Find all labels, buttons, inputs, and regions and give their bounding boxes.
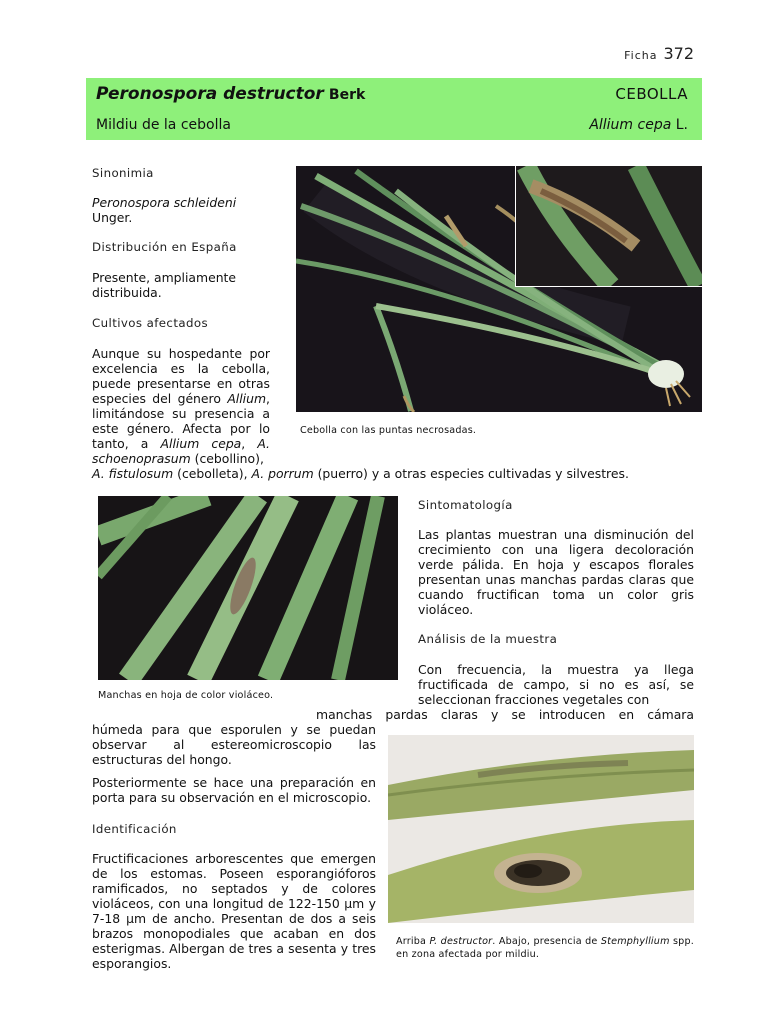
species-title — [96, 84, 365, 104]
crop-name: CEBOLLA — [615, 85, 688, 103]
distribucion-heading: Distribución en España — [92, 240, 237, 254]
ficha-value: 372 — [663, 44, 694, 63]
figure3-caption: Arriba P. destructor. Abajo, presencia de Stemphyllium spp. en zona afectada por mildiu. — [396, 936, 694, 960]
leaf-spots-image — [98, 496, 398, 680]
ficha-number — [624, 44, 694, 63]
ficha-label: Ficha — [624, 49, 658, 62]
onion-inset-photo — [515, 166, 702, 287]
host-species: Allium cepa — [589, 117, 672, 133]
disease-name: Mildiu de la cebolla — [96, 117, 231, 133]
host-author: L. — [675, 117, 688, 133]
analisis-heading: Análisis de la muestra — [418, 632, 558, 646]
host-name — [589, 117, 688, 133]
leaf-closeup-image — [388, 735, 694, 923]
leaf-spots-photo — [98, 496, 398, 680]
sinonimia-text — [92, 195, 272, 225]
analisis-text-left: húmeda para que esporulen y se puedan observar al estereomicroscopio las estructuras del hongo. — [92, 722, 376, 767]
synonym-author: Unger. — [92, 210, 133, 225]
onion-inset-image — [516, 166, 702, 286]
title-banner — [86, 78, 702, 140]
cultivos-heading: Cultivos afectados — [92, 316, 209, 330]
identificacion-text: Fructificaciones arborescentes que emergen de los estomas. Poseen esporangióforos ramificados, no septados y de colores violáceos, con una longitud de 122-150 µm y 7-18 µm de ancho. Presentan de dos a seis brazos monopodiales que acaban en dos esterigmas. Albergan de tres a sesenta y tres esporangios. — [92, 851, 376, 971]
analisis-text-wide: manchas pardas claras y se introducen en cámara — [316, 707, 694, 722]
analisis-text-p2: Posteriormente se hace una preparación en porta para su observación en el microscopio. — [92, 775, 376, 805]
sintomatologia-text: Las plantas muestran una disminución del crecimiento con una ligera decoloración verde pálida. En hoja y escapos florales presentan unas manchas pardas claras que cuando fructifican toma un color gris violáceo. — [418, 527, 694, 617]
species-name: Peronospora destructor — [96, 84, 324, 104]
identificacion-heading: Identificación — [92, 822, 177, 836]
onion-plant-photo — [296, 166, 702, 412]
cultivos-text-narrow: Aunque su hospedante por excelencia es la cebolla, puede presentarse en otras especies del género Allium, limitándose su presencia a este género. Afecta por lo tanto, a Allium cepa, A. schoenoprasum (cebollino), — [92, 346, 270, 466]
leaf-closeup-photo — [388, 735, 694, 923]
sintomatologia-heading: Sintomatología — [418, 498, 513, 512]
sinonimia-heading: Sinonimia — [92, 166, 154, 180]
synonym-name: Peronospora schleideni — [92, 195, 237, 210]
figure2-caption: Manchas en hoja de color violáceo. — [98, 690, 274, 701]
distribucion-text: Presente, ampliamente distribuida. — [92, 270, 237, 300]
cultivos-text-wide: A. fistulosum (cebolleta), A. porrum (puerro) y a otras especies cultivadas y silvestres. — [92, 466, 629, 481]
species-author: Berk — [328, 87, 366, 103]
analisis-text-right: Con frecuencia, la muestra ya llega fructificada de campo, si no es así, se seleccionan fracciones vegetales con — [418, 662, 694, 707]
figure1-caption: Cebolla con las puntas necrosadas. — [300, 425, 477, 436]
